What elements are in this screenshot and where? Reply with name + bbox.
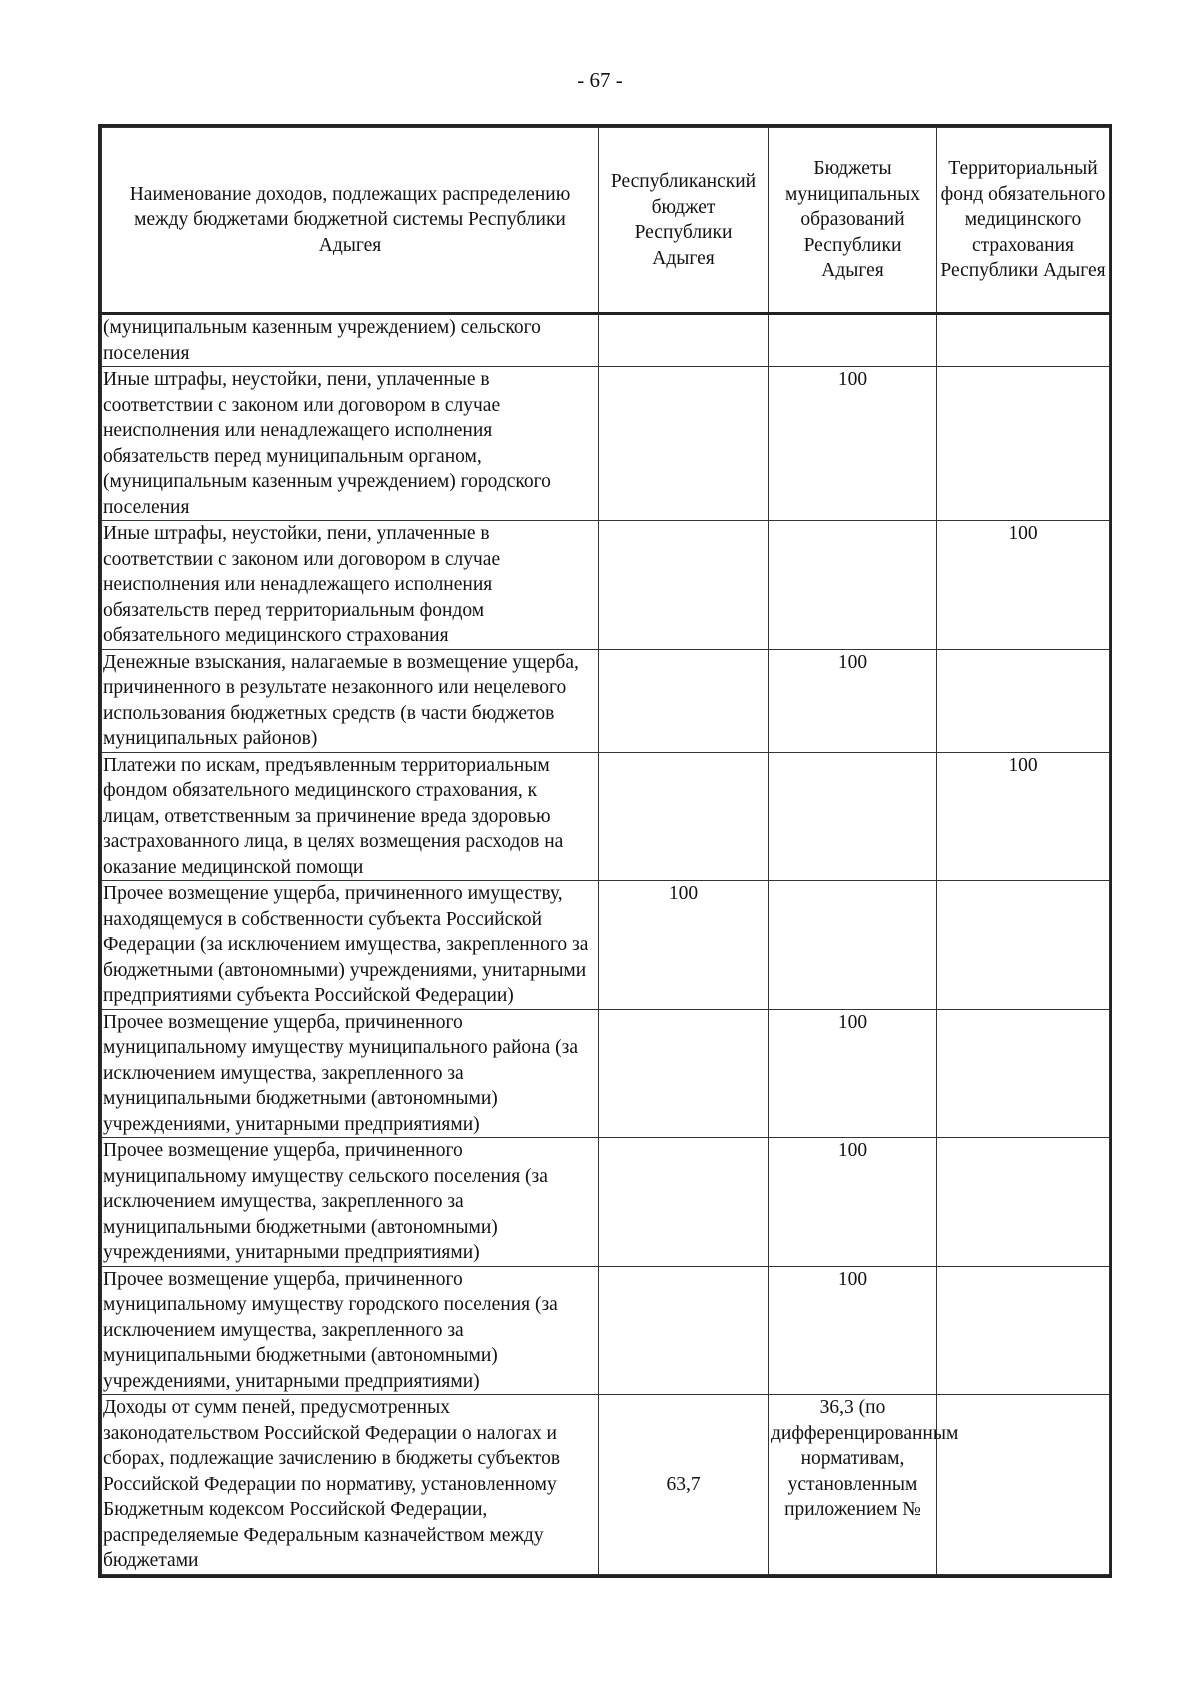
page-number: - 67 - — [577, 68, 623, 92]
row-municipal-value — [769, 752, 937, 881]
row-name: (муниципальным казенным учреждением) сельского поселения — [102, 314, 599, 367]
table-row — [102, 1395, 1110, 1575]
row-name: Прочее возмещение ущерба, причиненного муниципальному имуществу городского поселения (за исключением имущества, закрепленного за муниципальными бюджетными (автономными) учреждениями, унитарными предприятиями) — [102, 1266, 599, 1395]
table-row — [102, 367, 1110, 521]
header-medical-insurance-fund: Территориальный фонд обязательного медицинского страхования Республики Адыгея — [937, 128, 1110, 314]
row-municipal-value — [769, 521, 937, 650]
row-fund-value — [937, 881, 1110, 1010]
row-republic-value — [599, 649, 769, 752]
row-republic-value — [599, 1138, 769, 1267]
header-republic-budget: Республиканский бюджет Республики Адыгея — [599, 128, 769, 314]
row-republic-value — [599, 752, 769, 881]
row-republic-value — [599, 1266, 769, 1395]
row-fund-value — [937, 1395, 1110, 1575]
table-row — [102, 521, 1110, 650]
row-municipal-value: 100 — [769, 367, 937, 521]
row-municipal-value — [769, 881, 937, 1010]
row-name: Прочее возмещение ущерба, причиненного муниципальному имуществу муниципального района (за исключением имущества, закрепленного за муниципальными бюджетными (автономными) учреждениями, унитарными предприятиями) — [102, 1009, 599, 1138]
row-fund-value: 100 — [937, 752, 1110, 881]
table-row — [102, 752, 1110, 881]
row-name: Прочее возмещение ущерба, причиненного муниципальному имуществу сельского поселения (за исключением имущества, закрепленного за муниципальными бюджетными (автономными) учреждениями, унитарными предприятиями) — [102, 1138, 599, 1267]
row-fund-value: 100 — [937, 521, 1110, 650]
row-name: Иные штрафы, неустойки, пени, уплаченные в соответствии с законом или договором в случае неисполнения или ненадлежащего исполнения обязательств перед муниципальным органом, (муниципальным казенным учреждением) городского поселения — [102, 367, 599, 521]
row-fund-value — [937, 314, 1110, 367]
row-municipal-value: 100 — [769, 1138, 937, 1267]
row-name: Денежные взыскания, налагаемые в возмещение ущерба, причиненного в результате незаконного или нецелевого использования бюджетных средств (в части бюджетов муниципальных районов) — [102, 649, 599, 752]
revenue-distribution-table — [98, 124, 1112, 1578]
row-municipal-value: 36,3 (по дифференцированным нормативам, установленным приложением № — [769, 1395, 937, 1575]
header-revenue-name: Наименование доходов, подлежащих распределению между бюджетами бюджетной системы Республики Адыгея — [102, 128, 599, 314]
row-fund-value — [937, 1138, 1110, 1267]
row-name: Платежи по искам, предъявленным территориальным фондом обязательного медицинского страхования, к лицам, ответственным за причинение вреда здоровью застрахованного лица, в целях возмещения расходов на оказание медицинской помощи — [102, 752, 599, 881]
table-row — [102, 1266, 1110, 1395]
row-municipal-value — [769, 314, 937, 367]
table-header-row — [102, 128, 1110, 314]
table-row — [102, 1009, 1110, 1138]
header-municipal-budgets: Бюджеты муниципальных образований Республики Адыгея — [769, 128, 937, 314]
row-fund-value — [937, 1266, 1110, 1395]
row-name: Иные штрафы, неустойки, пени, уплаченные в соответствии с законом или договором в случае неисполнения или ненадлежащего исполнения обязательств перед территориальным фондом обязательного медицинского страхования — [102, 521, 599, 650]
row-name: Прочее возмещение ущерба, причиненного имуществу, находящемуся в собственности субъекта Российской Федерации (за исключением имущества, закрепленного за бюджетными (автономными) учреждениями, унитарными предприятиями субъекта Российской Федерации) — [102, 881, 599, 1010]
row-republic-value: 100 — [599, 881, 769, 1010]
row-republic-value — [599, 367, 769, 521]
table-row — [102, 881, 1110, 1010]
revenue-table — [101, 127, 1110, 1575]
row-municipal-value: 100 — [769, 1266, 937, 1395]
table-row — [102, 314, 1110, 367]
row-name: Доходы от сумм пеней, предусмотренных законодательством Российской Федерации о налогах и сборах, подлежащие зачислению в бюджеты субъектов Российской Федерации по нормативу, установленному Бюджетным кодексом Российской Федерации, распределяемые Федеральным казначейством между бюджетами — [102, 1395, 599, 1575]
row-fund-value — [937, 367, 1110, 521]
row-fund-value — [937, 649, 1110, 752]
table-row — [102, 649, 1110, 752]
row-municipal-value: 100 — [769, 649, 937, 752]
row-republic-value — [599, 1009, 769, 1138]
row-fund-value — [937, 1009, 1110, 1138]
row-republic-value: 63,7 — [599, 1395, 769, 1575]
row-municipal-value: 100 — [769, 1009, 937, 1138]
row-republic-value — [599, 314, 769, 367]
row-republic-value — [599, 521, 769, 650]
table-row — [102, 1138, 1110, 1267]
